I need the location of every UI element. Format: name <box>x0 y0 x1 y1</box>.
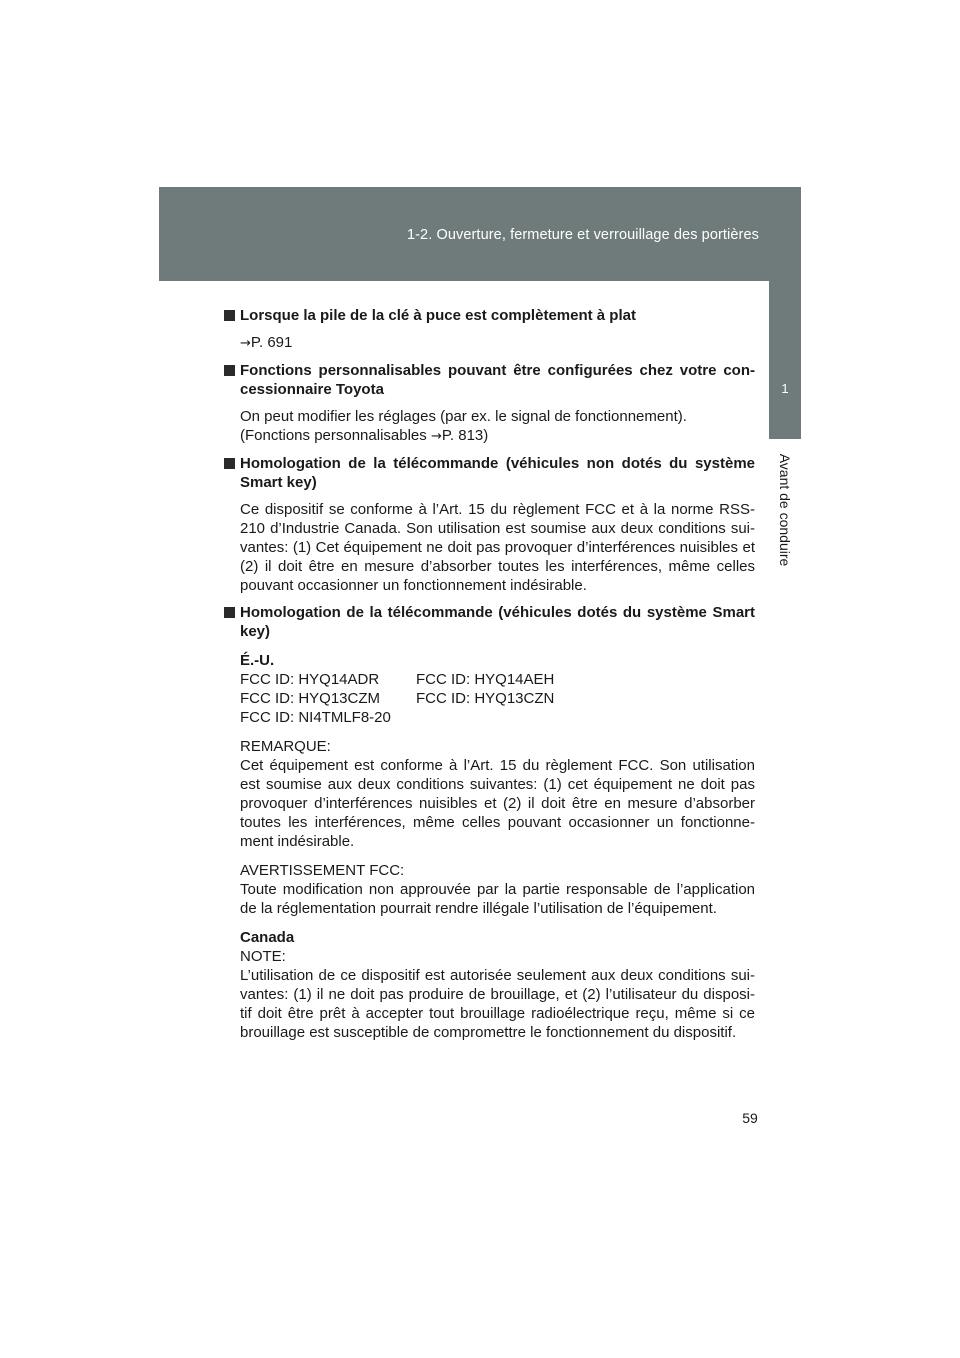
chapter-title: 1-2. Ouverture, fermeture et verrouillage des portières <box>406 227 759 243</box>
fcc-id-list <box>240 670 755 727</box>
canada-block <box>240 928 755 1042</box>
chapter-header <box>159 187 801 281</box>
section-remote-homologation-smart-key <box>224 603 755 1042</box>
body-line: (Fonctions personnalisables <box>240 427 431 444</box>
usa-heading: É.-U. <box>240 652 275 669</box>
section-bullet-icon <box>224 310 235 321</box>
chapter-tab <box>769 281 801 439</box>
remark-block <box>240 737 755 851</box>
section-title: Homologation de la télécommande (véhicules non dotés du système Smart key) <box>240 455 755 491</box>
page-number: 59 <box>742 1110 758 1126</box>
reference-text: P. 691 <box>250 334 293 351</box>
warning-body: Toute modification non approuvée par la partie responsable de l’application de la réglementation pourrait rendre illégale l’utilisation de l’équipement. <box>240 881 755 917</box>
fcc-id: FCC ID: NI4TMLF8-20 <box>240 709 391 726</box>
section-title: Fonctions personnalisables pouvant être configurées chez votre con-cessionnaire Toyota <box>240 362 755 398</box>
chapter-number: 1 <box>781 381 789 396</box>
section-title: Homologation de la télécommande (véhicules dotés du système Smart key) <box>240 604 755 640</box>
section-bullet-icon <box>224 365 235 376</box>
section-title: Lorsque la pile de la clé à puce est complètement à plat <box>240 307 636 324</box>
section-body <box>240 407 755 446</box>
usa-block <box>240 651 755 670</box>
section-bullet-icon <box>224 458 235 469</box>
section-battery-dead <box>224 306 755 353</box>
remark-body: Cet équipement est conforme à l’Art. 15 du règlement FCC. Son utilisation est soumise aux deux conditions suivantes: (1) cet équipement ne doit pas provoquer d’interférences nuisibles et (2) il doit être en mesure d’absorber toutes les interférences, même celles pouvant occasionner un fonctionne-ment indésirable. <box>240 757 755 850</box>
fcc-id: FCC ID: HYQ14AEH <box>416 671 555 688</box>
note-body: L’utilisation de ce dispositif est autorisée seulement aux deux conditions sui-vantes: (1) il ne doit pas produire de brouillage, et (2) l’utilisateur du disposi-tif doit être prêt à accepter tout brouillage radioélectrique reçu, même si ce brouillage est susceptible de compromettre le fonctionnement du dispositif. <box>240 967 755 1041</box>
fcc-id: FCC ID: HYQ14ADR <box>240 671 380 688</box>
remark-heading: REMARQUE: <box>240 738 331 755</box>
fcc-id: FCC ID: HYQ13CZN <box>416 690 555 707</box>
section-bullet-icon <box>224 607 235 618</box>
page-reference <box>240 333 755 353</box>
section-customizable-functions <box>224 361 755 446</box>
page-content <box>224 306 755 1050</box>
section-body: Ce dispositif se conforme à l’Art. 15 du règlement FCC et à la norme RSS-210 d’Industrie Canada. Son utilisation est soumise aux deux conditions sui-vantes: (1) Cet équipement ne doit pas provoquer d’interférences nuisibles et (2) il doit être en mesure d’absorber toutes les interférences, même celles pouvant occasionner un fonctionnement indésirable. <box>240 501 755 594</box>
arrow-right-icon: → <box>240 336 251 351</box>
body-line: On peut modifier les réglages (par ex. le signal de fonctionnement). <box>240 408 687 425</box>
warning-heading: AVERTISSEMENT FCC: <box>240 862 405 879</box>
fcc-id: FCC ID: HYQ13CZM <box>240 690 381 707</box>
canada-heading: Canada <box>240 929 295 946</box>
body-line: P. 813) <box>441 427 489 444</box>
arrow-right-icon: → <box>430 429 442 444</box>
note-heading: NOTE: <box>240 948 286 965</box>
warning-block <box>240 861 755 918</box>
section-remote-homologation-no-smart-key <box>224 454 755 595</box>
chapter-tab-label: Avant de conduire <box>777 453 793 567</box>
